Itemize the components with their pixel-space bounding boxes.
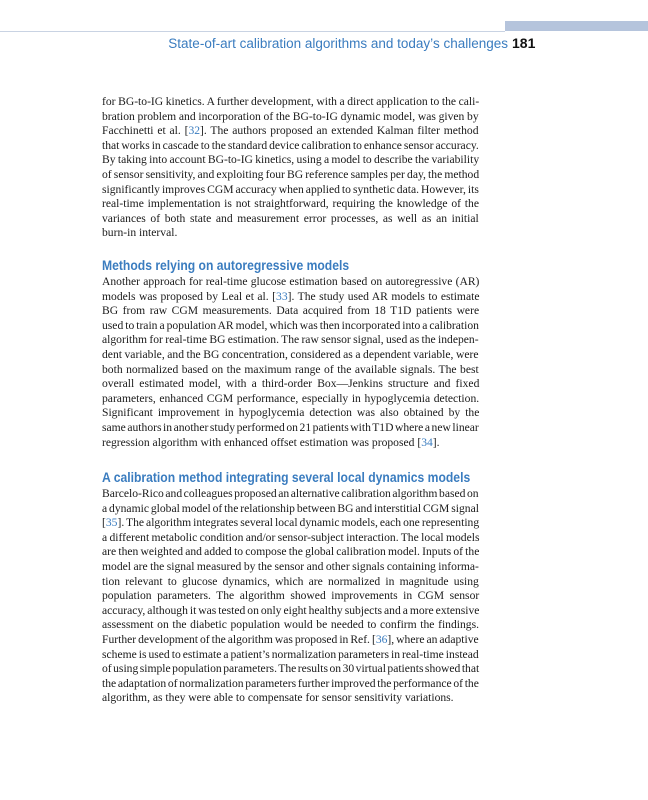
text-line: overall estimated model, with a third-order Box—Jenkins structure and fixed bbox=[102, 377, 480, 391]
text-line: a different metabolic condition and/or sensor-subject interaction. The local models bbox=[102, 530, 480, 544]
text-line: scheme is used to estimate a patient’s normalization parameters in real-time instead bbox=[102, 647, 479, 661]
citation-link[interactable]: 36 bbox=[375, 632, 388, 646]
text-line: tion relevant to glucose dynamics, which are normalized in magnitude using bbox=[102, 574, 479, 588]
page-number: 181 bbox=[512, 35, 536, 51]
section-heading: A calibration method integrating several local dynamics models bbox=[102, 470, 471, 485]
text-line: assessment on the diabetic population would be needed to confirm the findings. bbox=[102, 618, 479, 632]
text-line: Facchinetti et al. [32]. The authors proposed an extended Kalman filter method bbox=[102, 124, 479, 138]
text-line: Further development of the algorithm was proposed in Ref. [36], where an adaptive bbox=[102, 632, 479, 646]
text-line: real-time implementation is not straightforward, requiring the knowledge of the bbox=[102, 197, 479, 211]
text-line: By taking into account BG-to-IG kinetics, using a model to describe the variability bbox=[102, 153, 480, 167]
text-line: are then weighted and added to compose the global calibration model. Inputs of the bbox=[102, 545, 480, 559]
citation-link[interactable]: 35 bbox=[105, 516, 118, 530]
running-title: State-of-art calibration algorithms and today’s challenges bbox=[168, 36, 508, 51]
text-line: algorithm for real-time BG estimation. The raw sensor signal, used as the indepen- bbox=[102, 333, 479, 347]
text-line: [35]. The algorithm integrates several local dynamic models, each one representing bbox=[102, 516, 480, 530]
header-color-bar bbox=[505, 21, 648, 31]
citation-link[interactable]: 32 bbox=[188, 124, 201, 138]
text-line: models was proposed by Leal et al. [33]. The study used AR models to estimate bbox=[102, 289, 480, 303]
header-rule bbox=[0, 31, 505, 32]
text-line: same authors in another study performed on 21 patients with T1D where a new linear bbox=[102, 420, 479, 434]
text-line: model are the signal measured by the sensor and other signals containing informa- bbox=[102, 559, 479, 573]
text-line: dent variable, and the BG concentration, considered as a dependent variable, were bbox=[102, 347, 479, 361]
text-line: both normalized based on the maximum range of the available signals. The best bbox=[102, 362, 479, 376]
section-kalman-continuation bbox=[102, 95, 479, 241]
citation-link[interactable]: 33 bbox=[276, 289, 288, 303]
text-line: parameters, enhanced CGM performance, especially in hypoglycemia detection. bbox=[102, 391, 480, 405]
text-line: Significant improvement in hypoglycemia detection was also obtained by the bbox=[102, 406, 480, 420]
section-autoregressive-models bbox=[102, 257, 479, 450]
section-local-dynamics-models bbox=[102, 469, 479, 706]
text-line: burn-in interval. bbox=[102, 226, 178, 240]
text-line: used to train a population AR model, which was then incorporated into a calibration bbox=[102, 318, 479, 332]
text-line: algorithm, as they were able to compensate for sensor sensitivity variations. bbox=[102, 691, 454, 705]
text-line: accuracy, although it was tested on only eight healthy subjects and a more extensive bbox=[102, 603, 480, 617]
text-line: regression algorithm with enhanced offset estimation was proposed [34]. bbox=[102, 435, 440, 449]
citation-link[interactable]: 34 bbox=[421, 435, 433, 449]
text-line: BG from raw CGM measurements. Data acquired from 18 T1D patients were bbox=[102, 304, 480, 318]
text-line: Barcelo-Rico and colleagues proposed an alternative calibration algorithm based on bbox=[102, 487, 479, 500]
text-line: population parameters. The algorithm showed improvements in CGM sensor bbox=[102, 589, 480, 603]
section-heading: Methods relying on autoregressive models bbox=[102, 258, 350, 273]
text-line: bration problem and incorporation of the BG-to-IG dynamic model, was given by bbox=[102, 109, 479, 123]
text-line: variances of both state and measurement error processes, as well as an initial bbox=[102, 211, 479, 225]
text-line: the adaptation of normalization parameters further improved the performance of the bbox=[102, 676, 479, 690]
text-line: a dynamic global model of the relationship between BG and interstitial CGM signal bbox=[102, 501, 479, 515]
text-line: significantly improves CGM accuracy when applied to synthetic data. However, its bbox=[102, 182, 479, 196]
text-line: for BG-to-IG kinetics. A further development, with a direct application to the cali- bbox=[102, 95, 480, 108]
text-line: of using simple population parameters. The results on 30 virtual patients showed that bbox=[102, 662, 480, 676]
text-line: Another approach for real-time glucose estimation based on autoregressive (AR) bbox=[102, 275, 480, 288]
text-line: that works in cascade to the standard device calibration to enhance sensor accuracy. bbox=[102, 138, 479, 152]
text-line: of sensor sensitivity, and exploiting four BG reference samples per day, the method bbox=[102, 167, 480, 181]
